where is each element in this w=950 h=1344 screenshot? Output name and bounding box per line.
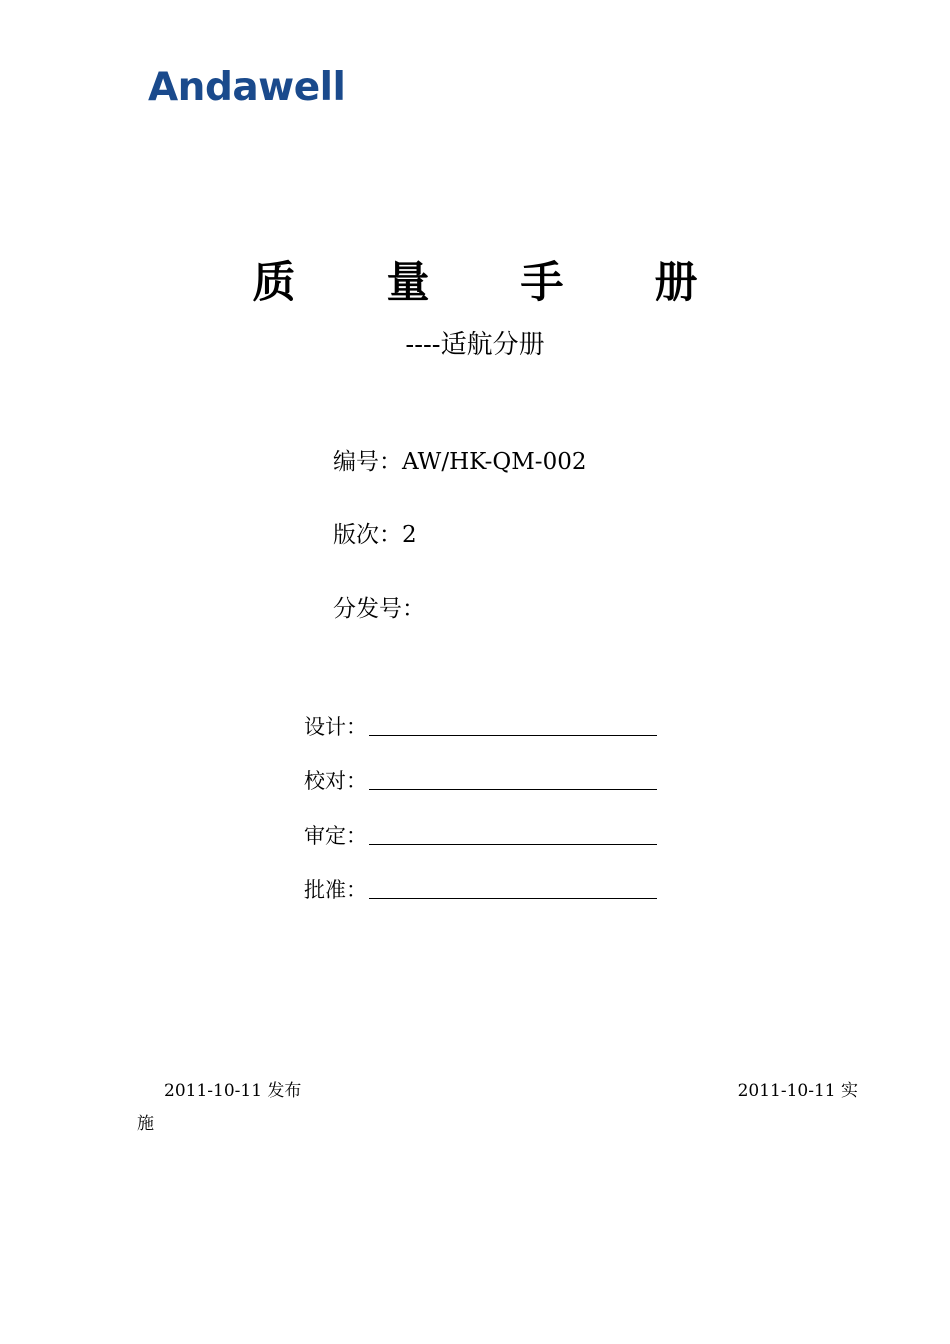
signature-line-design [369, 735, 657, 736]
signature-row-design [304, 710, 657, 740]
document-title: 质 量 手 册 [252, 258, 736, 308]
signature-line-approve [369, 898, 657, 899]
signature-label-design: 设计： [304, 714, 367, 739]
document-number: 编号：AW/HK-QM-002 [333, 449, 587, 475]
document-subtitle: ----适航分册 [405, 330, 545, 360]
document-edition: 版次：2 [333, 522, 417, 548]
signature-label-review: 审定： [304, 823, 367, 848]
effective-date: 2011-10-11 实 [737, 1081, 858, 1101]
signature-label-check: 校对： [304, 768, 367, 793]
signature-line-review [369, 844, 657, 845]
effective-date-wrap: 施 [137, 1114, 154, 1134]
signature-row-approve [304, 873, 657, 903]
issue-date: 2011-10-11 发布 [164, 1081, 302, 1101]
signature-row-check [304, 764, 657, 794]
signature-row-review [304, 819, 657, 849]
company-logo: Andawell [148, 65, 346, 110]
signature-label-approve: 批准： [304, 877, 367, 902]
signature-line-check [369, 789, 657, 790]
distribution-number: 分发号： [333, 596, 425, 622]
